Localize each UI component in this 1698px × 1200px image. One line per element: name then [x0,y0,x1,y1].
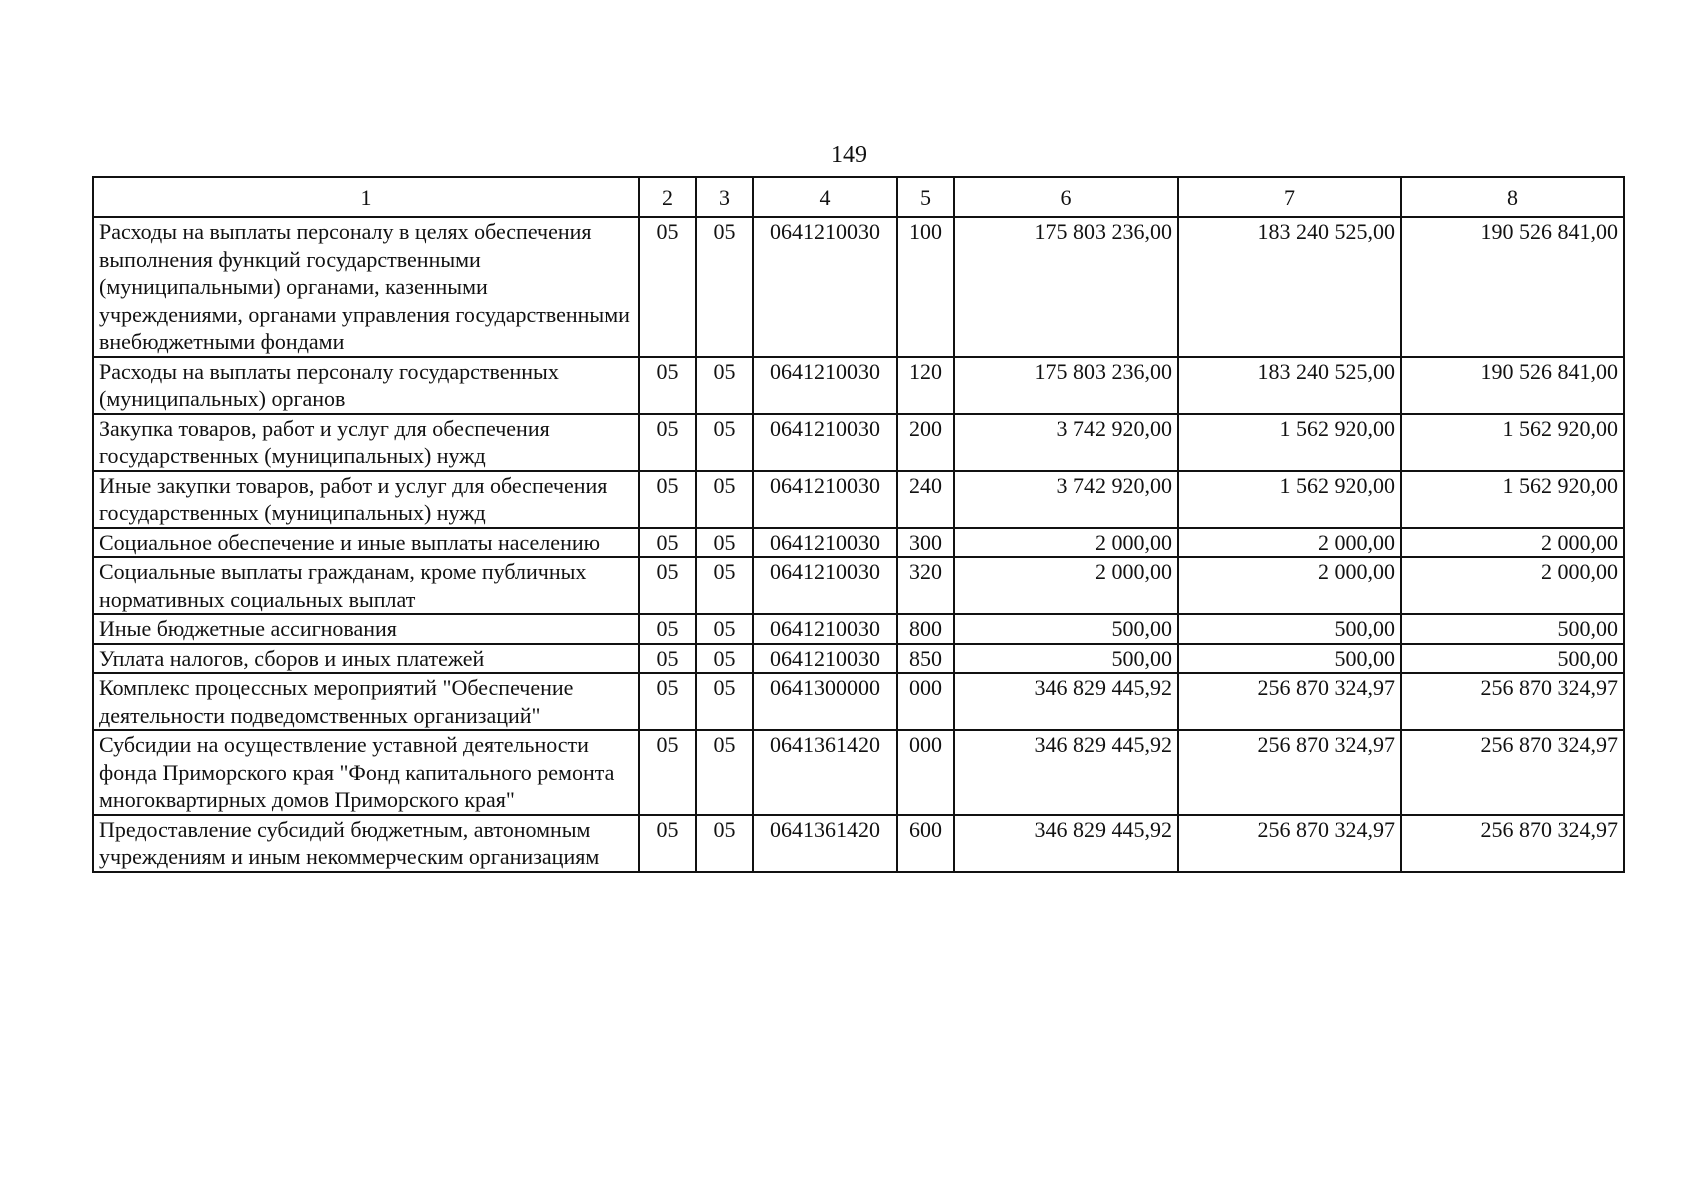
row-description: Социальные выплаты гражданам, кроме публичных нормативных социальных выплат [93,557,639,614]
row-amount-col8: 190 526 841,00 [1401,357,1624,414]
row-target-code: 0641210030 [753,644,897,674]
row-description: Социальное обеспечение и иные выплаты населению [93,528,639,558]
row-expense-type: 800 [897,614,954,644]
page-number: 149 [831,142,867,168]
row-amount-col6: 175 803 236,00 [954,217,1178,357]
row-target-code: 0641210030 [753,217,897,357]
row-target-code: 0641210030 [753,528,897,558]
row-subsection: 05 [696,217,753,357]
row-amount-col8: 1 562 920,00 [1401,414,1624,471]
table-row [93,815,1624,872]
row-description: Субсидии на осуществление уставной деятельности фонда Приморского края "Фонд капитального ремонта многоквартирных домов Приморского края" [93,730,639,815]
row-amount-col6: 175 803 236,00 [954,357,1178,414]
row-amount-col7: 183 240 525,00 [1178,357,1401,414]
row-subsection: 05 [696,614,753,644]
table-row [93,614,1624,644]
row-section: 05 [639,357,696,414]
row-target-code: 0641210030 [753,357,897,414]
row-subsection: 05 [696,557,753,614]
row-expense-type: 000 [897,673,954,730]
row-amount-col6: 3 742 920,00 [954,471,1178,528]
row-expense-type: 000 [897,730,954,815]
row-section: 05 [639,217,696,357]
header-cell: 1 [93,177,639,217]
row-subsection: 05 [696,673,753,730]
row-amount-col6: 346 829 445,92 [954,673,1178,730]
header-cell: 3 [696,177,753,217]
row-description: Расходы на выплаты персоналу в целях обеспечения выполнения функций государственными (муниципальными) органами, казенными учреждениями, органами управления государственными внебюджетными фондами [93,217,639,357]
row-amount-col7: 256 870 324,97 [1178,815,1401,872]
row-expense-type: 200 [897,414,954,471]
row-subsection: 05 [696,357,753,414]
row-description: Иные закупки товаров, работ и услуг для обеспечения государственных (муниципальных) нужд [93,471,639,528]
row-amount-col8: 2 000,00 [1401,557,1624,614]
table-row [93,644,1624,674]
row-amount-col7: 2 000,00 [1178,528,1401,558]
table-row [93,557,1624,614]
row-target-code: 0641361420 [753,815,897,872]
row-target-code: 0641210030 [753,414,897,471]
row-section: 05 [639,815,696,872]
row-section: 05 [639,414,696,471]
table-row [93,357,1624,414]
row-amount-col8: 256 870 324,97 [1401,730,1624,815]
row-target-code: 0641300000 [753,673,897,730]
row-description: Закупка товаров, работ и услуг для обеспечения государственных (муниципальных) нужд [93,414,639,471]
row-amount-col6: 346 829 445,92 [954,815,1178,872]
row-amount-col6: 346 829 445,92 [954,730,1178,815]
row-amount-col7: 500,00 [1178,644,1401,674]
row-section: 05 [639,528,696,558]
header-cell: 4 [753,177,897,217]
header-cell: 7 [1178,177,1401,217]
header-cell: 6 [954,177,1178,217]
row-amount-col8: 500,00 [1401,644,1624,674]
header-row [93,177,1624,217]
row-amount-col8: 1 562 920,00 [1401,471,1624,528]
row-expense-type: 600 [897,815,954,872]
header-cell: 5 [897,177,954,217]
table-row [93,673,1624,730]
row-amount-col7: 1 562 920,00 [1178,414,1401,471]
row-section: 05 [639,644,696,674]
row-subsection: 05 [696,730,753,815]
row-amount-col6: 500,00 [954,614,1178,644]
row-target-code: 0641210030 [753,471,897,528]
row-amount-col8: 256 870 324,97 [1401,815,1624,872]
row-description: Уплата налогов, сборов и иных платежей [93,644,639,674]
table-row [93,414,1624,471]
row-amount-col6: 2 000,00 [954,528,1178,558]
row-amount-col6: 500,00 [954,644,1178,674]
row-amount-col6: 3 742 920,00 [954,414,1178,471]
row-amount-col7: 256 870 324,97 [1178,673,1401,730]
row-subsection: 05 [696,815,753,872]
row-subsection: 05 [696,528,753,558]
row-section: 05 [639,614,696,644]
row-target-code: 0641210030 [753,557,897,614]
row-amount-col6: 2 000,00 [954,557,1178,614]
row-subsection: 05 [696,471,753,528]
row-amount-col7: 2 000,00 [1178,557,1401,614]
row-amount-col8: 190 526 841,00 [1401,217,1624,357]
budget-table [92,176,1625,873]
row-expense-type: 320 [897,557,954,614]
row-amount-col8: 500,00 [1401,614,1624,644]
row-section: 05 [639,557,696,614]
row-expense-type: 100 [897,217,954,357]
table-row [93,217,1624,357]
row-description: Комплекс процессных мероприятий "Обеспечение деятельности подведомственных организаций" [93,673,639,730]
row-description: Иные бюджетные ассигнования [93,614,639,644]
header-cell: 2 [639,177,696,217]
row-subsection: 05 [696,414,753,471]
row-expense-type: 240 [897,471,954,528]
row-amount-col8: 2 000,00 [1401,528,1624,558]
header-cell: 8 [1401,177,1624,217]
row-target-code: 0641210030 [753,614,897,644]
row-expense-type: 300 [897,528,954,558]
row-expense-type: 120 [897,357,954,414]
row-amount-col7: 500,00 [1178,614,1401,644]
row-target-code: 0641361420 [753,730,897,815]
row-section: 05 [639,673,696,730]
row-description: Расходы на выплаты персоналу государственных (муниципальных) органов [93,357,639,414]
row-amount-col7: 183 240 525,00 [1178,217,1401,357]
row-expense-type: 850 [897,644,954,674]
table-row [93,471,1624,528]
row-description: Предоставление субсидий бюджетным, автономным учреждениям и иным некоммерческим организациям [93,815,639,872]
table-row [93,528,1624,558]
row-amount-col8: 256 870 324,97 [1401,673,1624,730]
row-section: 05 [639,730,696,815]
table-row [93,730,1624,815]
row-subsection: 05 [696,644,753,674]
row-amount-col7: 1 562 920,00 [1178,471,1401,528]
row-amount-col7: 256 870 324,97 [1178,730,1401,815]
row-section: 05 [639,471,696,528]
